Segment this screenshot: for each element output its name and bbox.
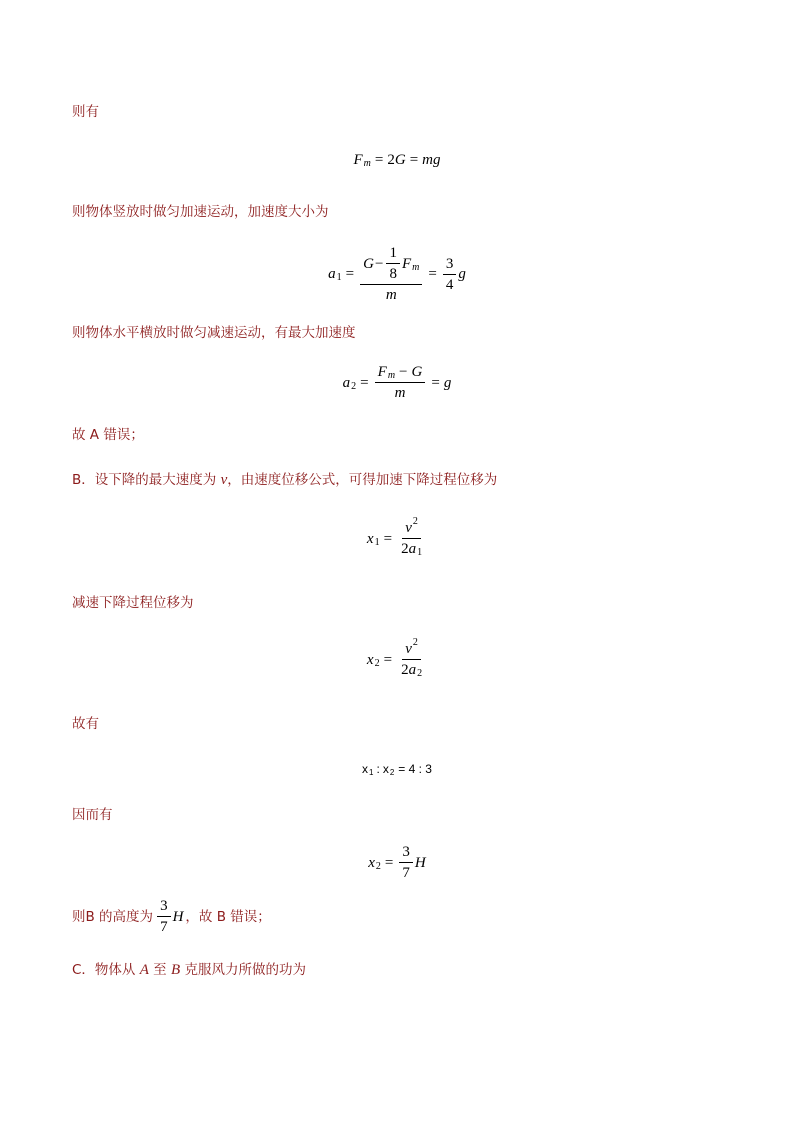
var-G: G xyxy=(411,364,423,380)
equals-sign: = xyxy=(360,374,369,391)
inline-formula xyxy=(155,897,183,936)
var-F: F xyxy=(353,152,363,168)
formula-fm xyxy=(0,151,794,169)
var-a: a xyxy=(342,374,351,391)
var-mg: mg xyxy=(422,152,441,168)
formula-row xyxy=(366,637,427,679)
text-segment: ，由速度位移公式，可得加速下降过程位移为 xyxy=(227,472,498,488)
denominator: 8 xyxy=(389,266,397,282)
number-two: 2 xyxy=(401,541,409,557)
equals-sign: = xyxy=(409,152,419,168)
var-x: x xyxy=(382,762,389,776)
formula-a1 xyxy=(0,244,794,304)
text-segment: 克服风力所做的功为 xyxy=(180,962,306,978)
var-B: B xyxy=(170,962,181,978)
equals-sign: = xyxy=(345,266,355,282)
fraction-three-sevenths xyxy=(399,843,413,882)
numerator: 3 xyxy=(443,255,457,275)
paragraph-b-height xyxy=(72,897,271,936)
superscript-2: 2 xyxy=(412,516,418,527)
paragraph-vertical: 则物体竖放时做匀加速运动，加速度大小为 xyxy=(72,204,329,220)
var-x: x xyxy=(368,854,375,871)
colon: : xyxy=(376,762,380,776)
var-a: a xyxy=(328,266,336,282)
minus-sign: − xyxy=(399,364,408,380)
var-F: F xyxy=(377,364,387,380)
var-F: F xyxy=(401,255,412,272)
denominator: m xyxy=(385,287,397,303)
equals-sign: = xyxy=(383,651,393,668)
paragraph-deceleration: 减速下降过程位移为 xyxy=(72,595,194,611)
number-two: 2 xyxy=(401,662,409,678)
text-segment: C．物体从 xyxy=(72,962,140,978)
var-a: a xyxy=(408,541,417,557)
sub-m: m xyxy=(387,370,396,381)
var-x: x xyxy=(366,651,374,668)
var-H: H xyxy=(414,854,426,871)
formula-x2 xyxy=(0,637,794,679)
equals-sign: = xyxy=(374,152,384,168)
formula-x1 xyxy=(0,516,794,558)
var-G: G xyxy=(394,152,406,168)
formula-row xyxy=(366,516,427,558)
sub-1: 1 xyxy=(374,536,380,548)
var-a: a xyxy=(408,662,417,678)
fraction-three-sevenths xyxy=(157,897,171,936)
var-A: A xyxy=(139,962,149,978)
sub-1: 1 xyxy=(369,768,374,777)
denominator: 4 xyxy=(445,276,454,293)
denominator: 7 xyxy=(402,865,410,881)
fraction-main xyxy=(398,637,425,679)
fraction-three-quarters xyxy=(443,255,457,294)
text-segment: 则B 的高度为 xyxy=(72,908,154,925)
formula-row xyxy=(343,363,452,402)
text-segment: ，故 B 错误； xyxy=(185,908,271,925)
fraction-one-eighth xyxy=(386,244,400,283)
minus-sign: − xyxy=(374,255,384,272)
sub-2: 2 xyxy=(375,860,381,872)
denominator: m xyxy=(394,385,406,401)
var-g: g xyxy=(458,266,466,282)
var-x: x xyxy=(362,762,369,776)
equals-sign: = xyxy=(384,854,394,871)
text-segment: B．设下降的最大速度为 xyxy=(72,472,221,488)
numerator xyxy=(360,244,422,285)
numerator xyxy=(402,516,421,539)
formula-row xyxy=(353,151,440,169)
paragraph-hence: 因而有 xyxy=(72,807,113,823)
var-v: v xyxy=(220,472,228,488)
equals-sign: = xyxy=(431,374,440,391)
var-g: g xyxy=(443,374,452,391)
var-v: v xyxy=(405,641,412,657)
formula-ratio xyxy=(0,760,794,778)
denominator xyxy=(398,660,425,679)
numerator xyxy=(375,363,426,383)
numerator: 1 xyxy=(386,244,400,264)
paragraph-option-c xyxy=(72,961,306,979)
formula-row xyxy=(362,760,432,778)
equals-sign: = xyxy=(428,266,437,282)
var-x: x xyxy=(366,530,374,547)
denominator xyxy=(398,539,425,558)
sub-2: 2 xyxy=(389,768,395,777)
number-two: 2 xyxy=(387,152,395,168)
paragraph-a-wrong: 故 A 错误； xyxy=(72,427,144,443)
superscript-2: 2 xyxy=(412,637,418,648)
formula-a2 xyxy=(0,363,794,402)
sub-1: 1 xyxy=(336,272,342,283)
sub-2: 2 xyxy=(374,657,380,669)
var-G: G xyxy=(363,255,374,272)
fraction-main xyxy=(398,516,425,558)
sub-2: 2 xyxy=(351,380,357,392)
numerator: 3 xyxy=(157,897,171,917)
formula-row xyxy=(368,843,425,882)
equals-sign: = xyxy=(383,530,393,547)
fraction-main xyxy=(375,363,426,402)
ratio-value: = 4 : 3 xyxy=(398,762,432,776)
sub-1: 1 xyxy=(417,547,423,558)
text-segment: 至 xyxy=(148,962,171,978)
paragraph-therefore: 故有 xyxy=(72,716,99,732)
sub-m: m xyxy=(412,261,420,273)
paragraph-horizontal: 则物体水平横放时做匀减速运动，有最大加速度 xyxy=(72,325,356,341)
formula-row xyxy=(328,244,466,304)
denominator: 7 xyxy=(160,919,168,935)
var-H: H xyxy=(172,908,184,925)
numerator: 3 xyxy=(399,843,413,863)
paragraph-option-b xyxy=(72,471,497,489)
numerator xyxy=(402,637,421,660)
sub-m: m xyxy=(363,158,371,169)
var-v: v xyxy=(405,520,412,536)
paragraph-then: 则有 xyxy=(72,104,99,120)
sub-2: 2 xyxy=(417,668,423,679)
formula-x2-height xyxy=(0,843,794,882)
fraction-main xyxy=(360,244,422,304)
